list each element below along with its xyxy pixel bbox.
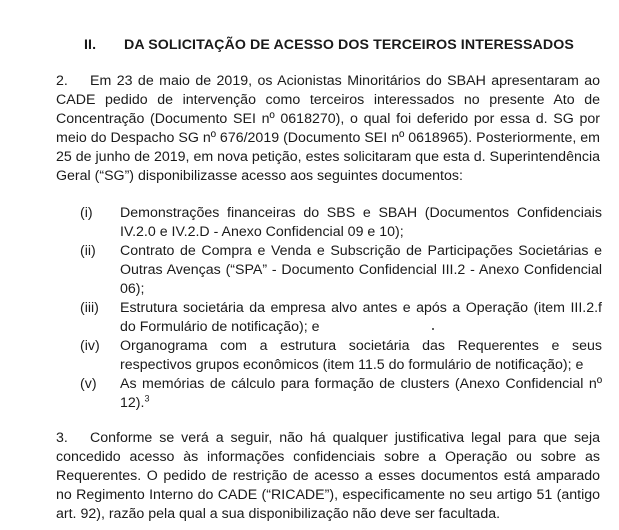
requested-documents-list — [80, 204, 602, 413]
list-item-text: Estrutura societária da empresa alvo antes e após a Operação (item III.2.f do Formulário de notificação); e — [120, 300, 602, 335]
paragraph-number: 3. — [56, 430, 68, 446]
section-title: DA SOLICITAÇÃO DE ACESSO DOS TERCEIROS INTERESSADOS — [124, 37, 574, 53]
list-item — [80, 299, 602, 337]
scan-speck — [432, 328, 434, 330]
list-item-number: (iv) — [80, 338, 100, 354]
list-item-text: Contrato de Compra e Venda e Subscrição de Participações Societárias e Outras Avenças (“SPA” - Documento Confidencial III.2 - Anexo Confidencial 06); — [120, 243, 602, 297]
paragraph-3 — [56, 429, 600, 524]
footnote-marker: 3 — [144, 393, 150, 404]
list-item-text — [120, 375, 602, 413]
list-item — [80, 375, 602, 413]
list-item-number: (v) — [80, 376, 97, 392]
section-heading — [84, 36, 604, 55]
list-item-text: Organograma com a estrutura societária das Requerentes e seus respectivos grupos econômicos (item 11.5 do formulário de notificação); e — [120, 338, 602, 373]
list-item-number: (iii) — [80, 300, 99, 316]
list-item-text-body: As memórias de cálculo para formação de clusters (Anexo Confidencial nº 12). — [120, 376, 602, 411]
section-number: II. — [84, 37, 97, 53]
paragraph-text: Em 23 de maio de 2019, os Acionistas Minoritários do SBAH apresentaram ao CADE pedido de intervenção como terceiros interessados no presente Ato de Concentração (Documento SEI nº 0618270), o qual foi deferido por essa d. SG por meio do Despacho SG nº 676/2019 (Documento SEI nº 0618965). Posteriormente, em 25 de junho de 2019, em nova petição, estes solicitaram que esta d. Superintendência Geral (“SG”) disponibilizasse acesso aos seguintes documentos: — [56, 73, 600, 184]
list-item-number: (i) — [80, 205, 93, 221]
paragraph-number: 2. — [56, 73, 68, 89]
list-item-number: (ii) — [80, 243, 96, 259]
list-item — [80, 242, 602, 299]
list-item — [80, 204, 602, 242]
list-item-text: Demonstrações financeiras do SBS e SBAH (Documentos Confidenciais IV.2.0 e IV.2.D - Anexo Confidencial 09 e 10); — [120, 205, 602, 240]
list-item — [80, 337, 602, 375]
paragraph-2 — [56, 72, 600, 186]
paragraph-text: Conforme se verá a seguir, não há qualquer justificativa legal para que seja concedido acesso às informações confidenciais sobre a Operação ou sobre as Requerentes. O pedido de restrição de acesso a esses documentos está amparado no Regimento Interno do CADE (“RICADE”), especificamente no seu artigo 51 (antigo art. 92), razão pela qual a sua disponibilização não deve ser facultada. — [56, 430, 600, 522]
